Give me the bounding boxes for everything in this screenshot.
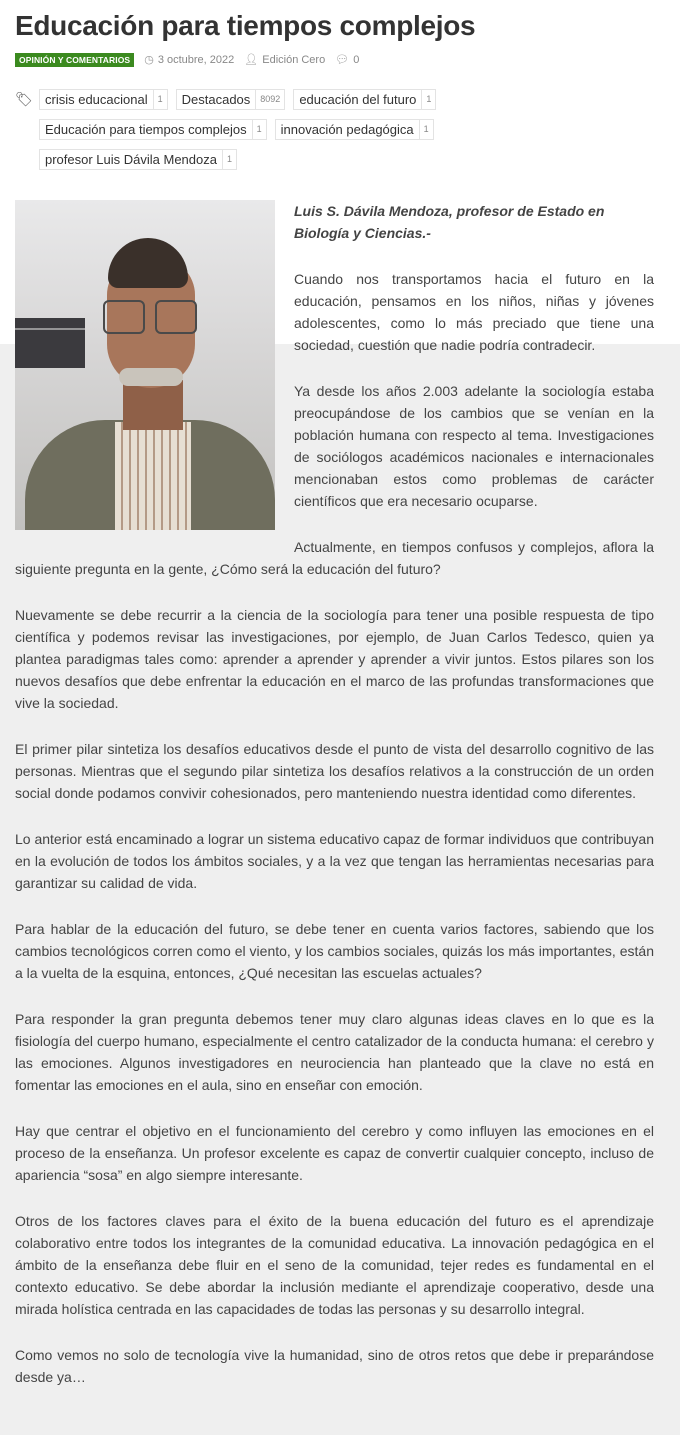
- article-paragraph: Lo anterior está encaminado a lograr un sistema educativo capaz de formar individuos que contribuyan en la evolución de todos los ámbitos sociales, y a la vez que tengan las herramientas necesarias para garantizar su calidad de vida.: [15, 831, 654, 891]
- photo-glasses-left: [103, 300, 145, 334]
- photo-hair: [108, 238, 188, 288]
- post-title: Educación para tiempos complejos: [15, 10, 476, 41]
- tag-count: 1: [153, 90, 167, 109]
- article-paragraph: Cuando nos transportamos hacia el futuro en la educación, pensamos en los niños, niñas y jóvenes adolescentes, como lo más preciado que tiene una sociedad, cuestión que nadie podría contradecir.: [294, 271, 654, 353]
- article-paragraph: Ya desde los años 2.003 adelante la sociología estaba preocupándose de los cambios que se venían en la población humana con respecto al tema. Investigaciones de sociólogos académicos nacionales e internacionales mencionaban estos como problemas de carácter científicos que era necesario ocuparse.: [294, 383, 654, 509]
- tag-count: 1: [419, 120, 433, 139]
- user-icon: 👤︎: [244, 53, 259, 66]
- tag-list: [39, 89, 469, 170]
- article-paragraph: Para hablar de la educación del futuro, se debe tener en cuenta varios factores, sabiendo que los cambios tecnológicos corren como el viento, y los cambios sociales, quizás los más importantes, están a la vuelta de la esquina, entonces, ¿Qué necesitan las escuelas actuales?: [15, 921, 654, 981]
- post-author[interactable]: [244, 54, 325, 66]
- author-photo: [15, 200, 275, 530]
- tag-label[interactable]: educación del futuro: [299, 92, 417, 107]
- article-paragraph: Nuevamente se debe recurrir a la ciencia de la sociología para tener una posible respuesta de tipo científica y podemos revisar las investigaciones, por ejemplo, de Juan Carlos Tedesco, quien ya plantea paradigmas tales como: aprender a aprender y aprender a vivir juntos. Estos pilares son los nuevos desafíos que debe enfrentar la educación en el marco de las profundas transformaciones que vive la sociedad.: [15, 607, 654, 711]
- tag-label[interactable]: innovación pedagógica: [280, 122, 414, 137]
- tag-label[interactable]: crisis educacional: [45, 92, 148, 107]
- tag-count: 1: [252, 120, 266, 139]
- photo-background-banner: [15, 318, 85, 368]
- photo-mustache: [119, 368, 183, 386]
- post-date: [144, 54, 234, 66]
- article-byline: Luis S. Dávila Mendoza, profesor de Estado en Biología y Ciencias.-: [294, 203, 605, 241]
- tag-educacion-del-futuro[interactable]: [293, 89, 436, 110]
- tag-label[interactable]: Educación para tiempos complejos: [45, 122, 247, 137]
- tag-count: 8092: [255, 90, 284, 109]
- post-author-text[interactable]: Edición Cero: [262, 54, 326, 66]
- photo-shirt: [115, 422, 191, 530]
- tag-count: 1: [421, 90, 435, 109]
- article-paragraph: Hay que centrar el objetivo en el funcionamiento del cerebro y como influyen las emociones en el proceso de la enseñanza. Un profesor excelente es capaz de convertir cualquier concepto, incluso de apariencia “sosa” en algo siempre interesante.: [15, 1123, 654, 1183]
- tag-count: 1: [222, 150, 236, 169]
- article-paragraph: El primer pilar sintetiza los desafíos educativos desde el punto de vista del desarrollo cognitivo de las personas. Mientras que el segundo pilar sintetiza los desafíos relativos a la construcción de un orden social donde podamos convivir cohesionados, pero manteniendo nuestra identidad como diferentes.: [15, 741, 654, 801]
- post-comments-count[interactable]: 0: [353, 54, 360, 66]
- tag-destacados[interactable]: [176, 89, 286, 110]
- tag-label[interactable]: Destacados: [181, 92, 251, 107]
- tag-profesor-luis-davila[interactable]: [39, 149, 237, 170]
- photo-banner-stripe: [15, 328, 85, 330]
- post-date-text: 3 octubre, 2022: [157, 54, 235, 66]
- comments-icon: 💬︎: [335, 53, 350, 66]
- photo-glasses-right: [155, 300, 197, 334]
- category-badge[interactable]: OPINIÓN Y COMENTARIOS: [15, 53, 134, 67]
- article-paragraph: Para responder la gran pregunta debemos tener muy claro algunas ideas claves en lo que es la fisiología del cuerpo humano, especialmente el centro catalizador de la conducta humana: el cerebro y las emociones. Algunos investigadores en neurociencia han planteado que la clave no está en fomentar las emociones en el aula, sino en enseñar con emoción.: [15, 1011, 654, 1093]
- post-meta: [15, 53, 654, 67]
- article-paragraph: Otros de los factores claves para el éxito de la buena educación del futuro es el aprendizaje colaborativo entre todos los integrantes de la comunidad educativa. La innovación pedagógica en el ámbito de la enseñanza debe fluir en el seno de la comunidad, tejer redes es fundamental en el contexto educativo. Se debe abordar la inclusión mediante el aprendizaje cooperativo, desde una mirada holística centrada en las capacidades de todas las personas y su desarrollo integral.: [15, 1213, 654, 1317]
- tag-crisis-educacional[interactable]: [39, 89, 168, 110]
- tag-cloud: [15, 89, 654, 170]
- tag-educacion-tiempos-complejos[interactable]: [39, 119, 267, 140]
- tag-label[interactable]: profesor Luis Dávila Mendoza: [45, 152, 217, 167]
- clock-icon: ◷: [144, 53, 154, 66]
- article-paragraph: Actualmente, en tiempos confusos y complejos, aflora la siguiente pregunta en la gente, ¿Cómo será la educación del futuro?: [15, 539, 654, 577]
- tags-icon: 🏷︎: [15, 91, 33, 107]
- tag-innovacion-pedagogica[interactable]: [275, 119, 434, 140]
- article-body: [15, 200, 654, 1388]
- post-comments[interactable]: [335, 54, 359, 66]
- article-paragraph: Como vemos no solo de tecnología vive la humanidad, sino de otros retos que debe ir preparándose desde ya…: [15, 1347, 654, 1385]
